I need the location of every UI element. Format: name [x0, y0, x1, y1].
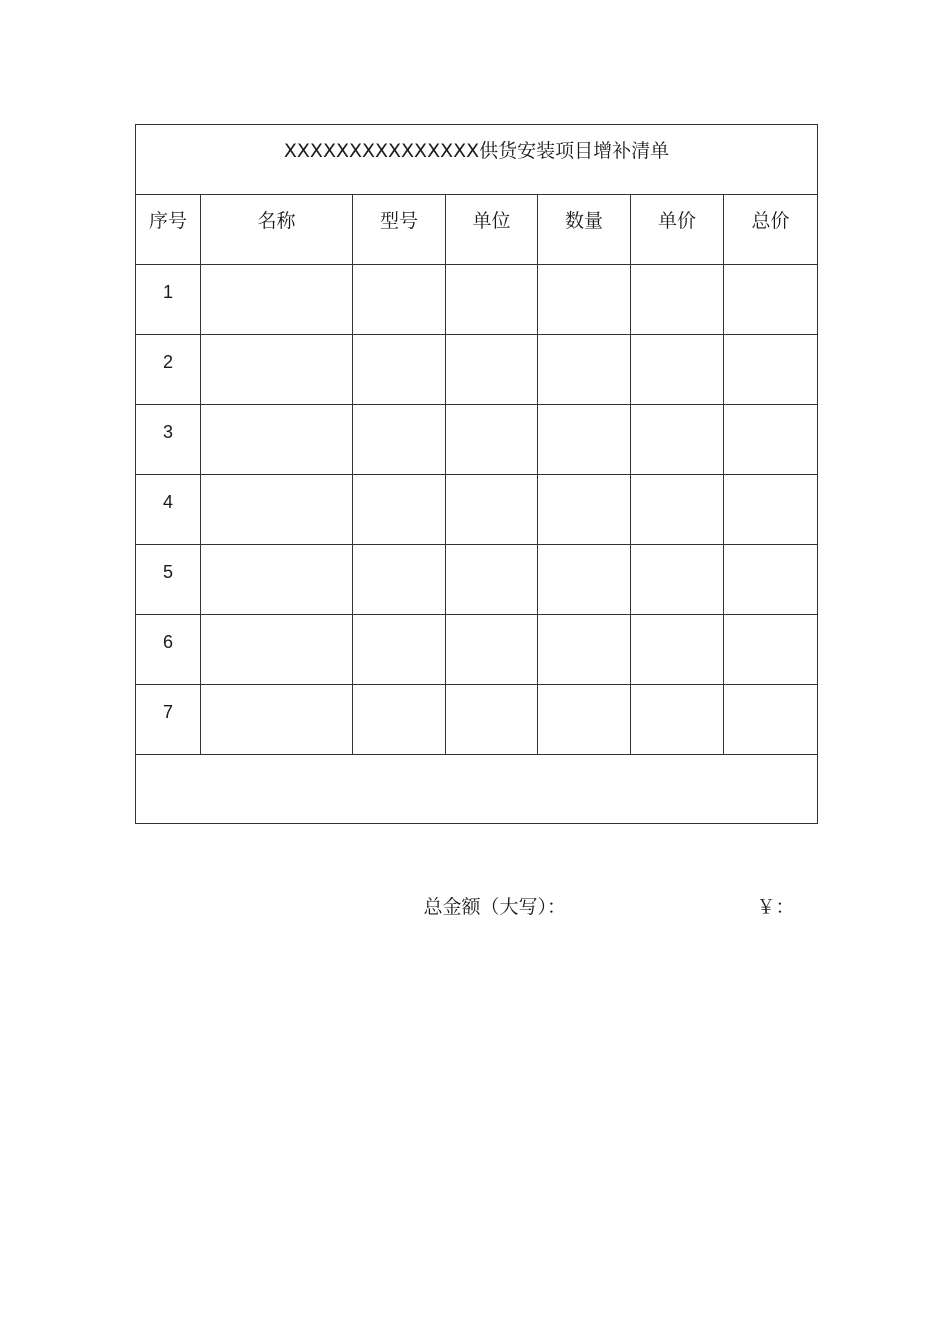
row-seq: 6: [136, 615, 201, 685]
cell-unit[interactable]: [446, 405, 538, 475]
cell-unit[interactable]: [446, 475, 538, 545]
cell-price[interactable]: [631, 405, 724, 475]
cell-qty[interactable]: [538, 335, 631, 405]
cell-qty[interactable]: [538, 405, 631, 475]
table-row: [136, 475, 818, 545]
cell-qty[interactable]: [538, 615, 631, 685]
cell-price[interactable]: [631, 265, 724, 335]
row-seq: 4: [136, 475, 201, 545]
total-cell[interactable]: [136, 755, 818, 918]
cell-total[interactable]: [724, 335, 818, 405]
header-unit: 单位: [446, 195, 538, 265]
cell-total[interactable]: [724, 405, 818, 475]
cell-unit[interactable]: [446, 265, 538, 335]
total-row: [136, 755, 818, 824]
cell-name[interactable]: [201, 685, 353, 755]
cell-unit[interactable]: [446, 685, 538, 755]
supplement-list-table: [135, 124, 818, 918]
header-row: [136, 195, 818, 265]
title-row: [136, 125, 818, 195]
cell-total[interactable]: [724, 685, 818, 755]
header-model: 型号: [353, 195, 446, 265]
cell-price[interactable]: [631, 615, 724, 685]
cell-model[interactable]: [353, 265, 446, 335]
cell-qty[interactable]: [538, 545, 631, 615]
cell-name[interactable]: [201, 545, 353, 615]
total-amount-label: 总金额（大写）：: [423, 895, 567, 918]
cell-qty[interactable]: [538, 475, 631, 545]
header-qty: 数量: [538, 195, 631, 265]
cell-name[interactable]: [201, 475, 353, 545]
cell-unit[interactable]: [446, 335, 538, 405]
cell-name[interactable]: [201, 335, 353, 405]
cell-qty[interactable]: [538, 685, 631, 755]
table-title: XXXXXXXXXXXXXXX供货安装项目增补清单: [283, 140, 670, 162]
row-seq: 5: [136, 545, 201, 615]
cell-model[interactable]: [353, 405, 446, 475]
cell-model[interactable]: [353, 615, 446, 685]
cell-unit[interactable]: [446, 545, 538, 615]
cell-total[interactable]: [724, 545, 818, 615]
table-row: [136, 265, 818, 335]
header-seq: 序号: [136, 195, 201, 265]
header-total: 总价: [724, 195, 818, 265]
cell-qty[interactable]: [538, 265, 631, 335]
cell-total[interactable]: [724, 615, 818, 685]
table-row: [136, 615, 818, 685]
cell-name[interactable]: [201, 615, 353, 685]
header-price: 单价: [631, 195, 724, 265]
cell-model[interactable]: [353, 545, 446, 615]
cell-name[interactable]: [201, 265, 353, 335]
table-row: [136, 685, 818, 755]
row-seq: 1: [136, 265, 201, 335]
cell-model[interactable]: [353, 335, 446, 405]
header-name: 名称: [201, 195, 353, 265]
cell-model[interactable]: [353, 685, 446, 755]
cell-price[interactable]: [631, 685, 724, 755]
cell-unit[interactable]: [446, 615, 538, 685]
row-seq: 3: [136, 405, 201, 475]
cell-total[interactable]: [724, 265, 818, 335]
cell-price[interactable]: [631, 335, 724, 405]
row-seq: 7: [136, 685, 201, 755]
cell-price[interactable]: [631, 475, 724, 545]
cell-total[interactable]: [724, 475, 818, 545]
table-row: [136, 405, 818, 475]
row-seq: 2: [136, 335, 201, 405]
yen-amount-label: ￥：: [756, 895, 795, 918]
cell-price[interactable]: [631, 545, 724, 615]
cell-name[interactable]: [201, 405, 353, 475]
table-row: [136, 335, 818, 405]
cell-model[interactable]: [353, 475, 446, 545]
table-title-cell: [136, 125, 818, 195]
table-row: [136, 545, 818, 615]
